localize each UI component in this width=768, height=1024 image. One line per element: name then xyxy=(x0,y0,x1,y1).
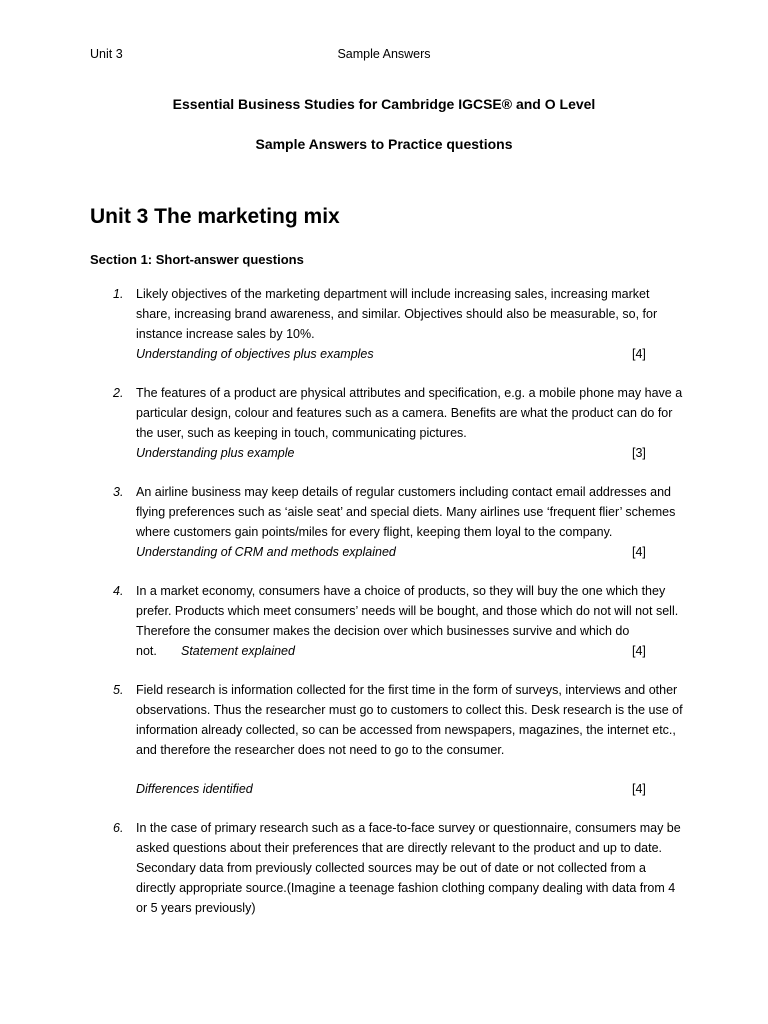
page-subtitle: Sample Answers to Practice questions xyxy=(255,136,513,152)
question-item xyxy=(0,383,768,463)
answer-text: Likely objectives of the marketing department will include increasing sales, increasing market share, increasing brand awareness, and similar. Objectives should also be measurable, so, for instance increase sales by 10%. xyxy=(136,287,658,341)
answer-text: Field research is information collected for the first time in the form of surveys, interviews and other observations. Thus the researcher must go to customers to collect this. Desk research is the use of information already collected, so can be accessed from newspapers, magazines, the internet etc., and therefore the researcher does not need to go to the consumer. xyxy=(136,683,683,757)
mark-criteria: Differences identified xyxy=(136,782,253,796)
question-item xyxy=(0,818,768,918)
mark-value: [4] xyxy=(632,644,646,658)
header-title: Sample Answers xyxy=(337,47,431,61)
mark-criteria: Understanding of objectives plus examples xyxy=(136,347,374,361)
answer-text: An airline business may keep details of regular customers including contact email addresses and flying preferences such as ‘aisle seat’ and special diets. Many airlines use ‘frequent flier’ schemes where customers gain points/miles for every flight, keeping them loyal to the company. xyxy=(136,485,676,539)
question-number: 3. xyxy=(113,485,124,499)
mark-value: [3] xyxy=(632,446,646,460)
mark-criteria: Statement explained xyxy=(181,644,295,658)
answer-text-end: not. xyxy=(136,644,157,658)
question-item xyxy=(0,284,768,364)
mark-value: [4] xyxy=(632,545,646,559)
mark-criteria: Understanding of CRM and methods explained xyxy=(136,545,396,559)
unit-heading: Unit 3 The marketing mix xyxy=(90,205,340,228)
mark-criteria: Understanding plus example xyxy=(136,446,295,460)
question-number: 6. xyxy=(113,821,124,835)
section-heading: Section 1: Short-answer questions xyxy=(90,252,304,267)
question-number: 5. xyxy=(113,683,124,697)
answer-text: In the case of primary research such as a face-to-face survey or questionnaire, consumers may be asked questions about their preferences that are directly relevant to the product and up to date. Secondary data from previously collected sources may be out of date or not collected from a directly appropriate source.(Imagine a teenage fashion clothing company dealing with data from 4 or 5 years previously) xyxy=(136,821,681,915)
answer-text: In a market economy, consumers have a choice of products, so they will buy the one which they prefer. Products which meet consumers’ needs will be bought, and those which do not will not sell. Therefore the consumer makes the decision over which businesses survive and which do xyxy=(136,584,679,638)
question-item xyxy=(0,482,768,562)
book-title: Essential Business Studies for Cambridge IGCSE® and O Level xyxy=(172,96,596,112)
question-list xyxy=(0,284,768,937)
question-item xyxy=(0,581,768,661)
mark-value: [4] xyxy=(632,782,646,796)
question-number: 2. xyxy=(113,386,124,400)
answer-text: The features of a product are physical attributes and specification, e.g. a mobile phone may have a particular design, colour and features such as a camera. Benefits are what the product can do for the user, such as keeping in touch, communicating pictures. xyxy=(136,386,683,440)
mark-value: [4] xyxy=(632,347,646,361)
header-unit: Unit 3 xyxy=(90,47,123,61)
question-number: 4. xyxy=(113,584,124,598)
question-item xyxy=(0,680,768,799)
question-number: 1. xyxy=(113,287,124,301)
